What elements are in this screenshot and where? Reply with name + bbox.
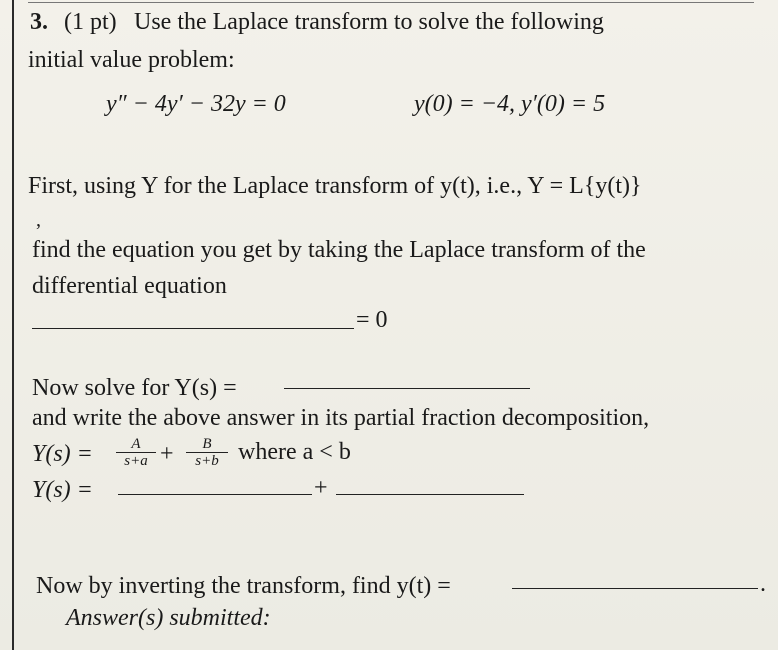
transform-equation-blank[interactable] xyxy=(32,328,354,329)
fraction-a-denominator: s+a xyxy=(124,453,148,469)
step1-line1: First, using Y for the Laplace transform of y(t), i.e., Y = L{y(t)} xyxy=(28,173,642,199)
fraction-a-numerator: A xyxy=(116,436,156,453)
top-rule xyxy=(28,2,754,3)
where-condition: where a < b xyxy=(238,439,351,465)
fraction-b-denominator: s+b xyxy=(195,453,219,469)
answers-submitted-label: Answer(s) submitted: xyxy=(66,605,271,631)
differential-equation: y″ − 4y′ − 32y = 0 xyxy=(106,91,286,117)
yt-answer-blank[interactable] xyxy=(512,588,758,589)
pfd-instruction: and write the above answer in its partial fraction decomposition, xyxy=(32,405,650,431)
problem-points: (1 pt) xyxy=(64,9,117,35)
plus-sign: + xyxy=(160,441,174,467)
step1-line3: differential equation xyxy=(32,273,227,299)
invert-label: Now by inverting the transform, find y(t) = xyxy=(36,573,451,599)
problem-number: 3. xyxy=(30,9,48,35)
period: . xyxy=(760,571,766,597)
fraction-b xyxy=(186,436,228,469)
step1-line2: find the equation you get by taking the Laplace transform of the xyxy=(32,237,646,263)
ys-label: Y(s) = xyxy=(32,441,93,467)
fraction-a xyxy=(116,436,156,469)
ys-answer-blank[interactable] xyxy=(284,388,530,389)
fraction-b-numerator: B xyxy=(186,436,228,453)
left-margin-line xyxy=(12,0,14,650)
intro-line-2: initial value problem: xyxy=(28,47,235,73)
plus-sign-2: + xyxy=(314,475,328,501)
pfd-second-term-blank[interactable] xyxy=(336,494,524,495)
equals-zero: = 0 xyxy=(356,307,388,333)
step1-comma: , xyxy=(36,209,41,231)
solve-for-y-label: Now solve for Y(s) = xyxy=(32,375,237,401)
ys-label-2: Y(s) = xyxy=(32,477,93,503)
pfd-first-term-blank[interactable] xyxy=(118,494,312,495)
intro-line-1: Use the Laplace transform to solve the following xyxy=(134,9,604,35)
initial-conditions: y(0) = −4, y′(0) = 5 xyxy=(414,91,606,117)
